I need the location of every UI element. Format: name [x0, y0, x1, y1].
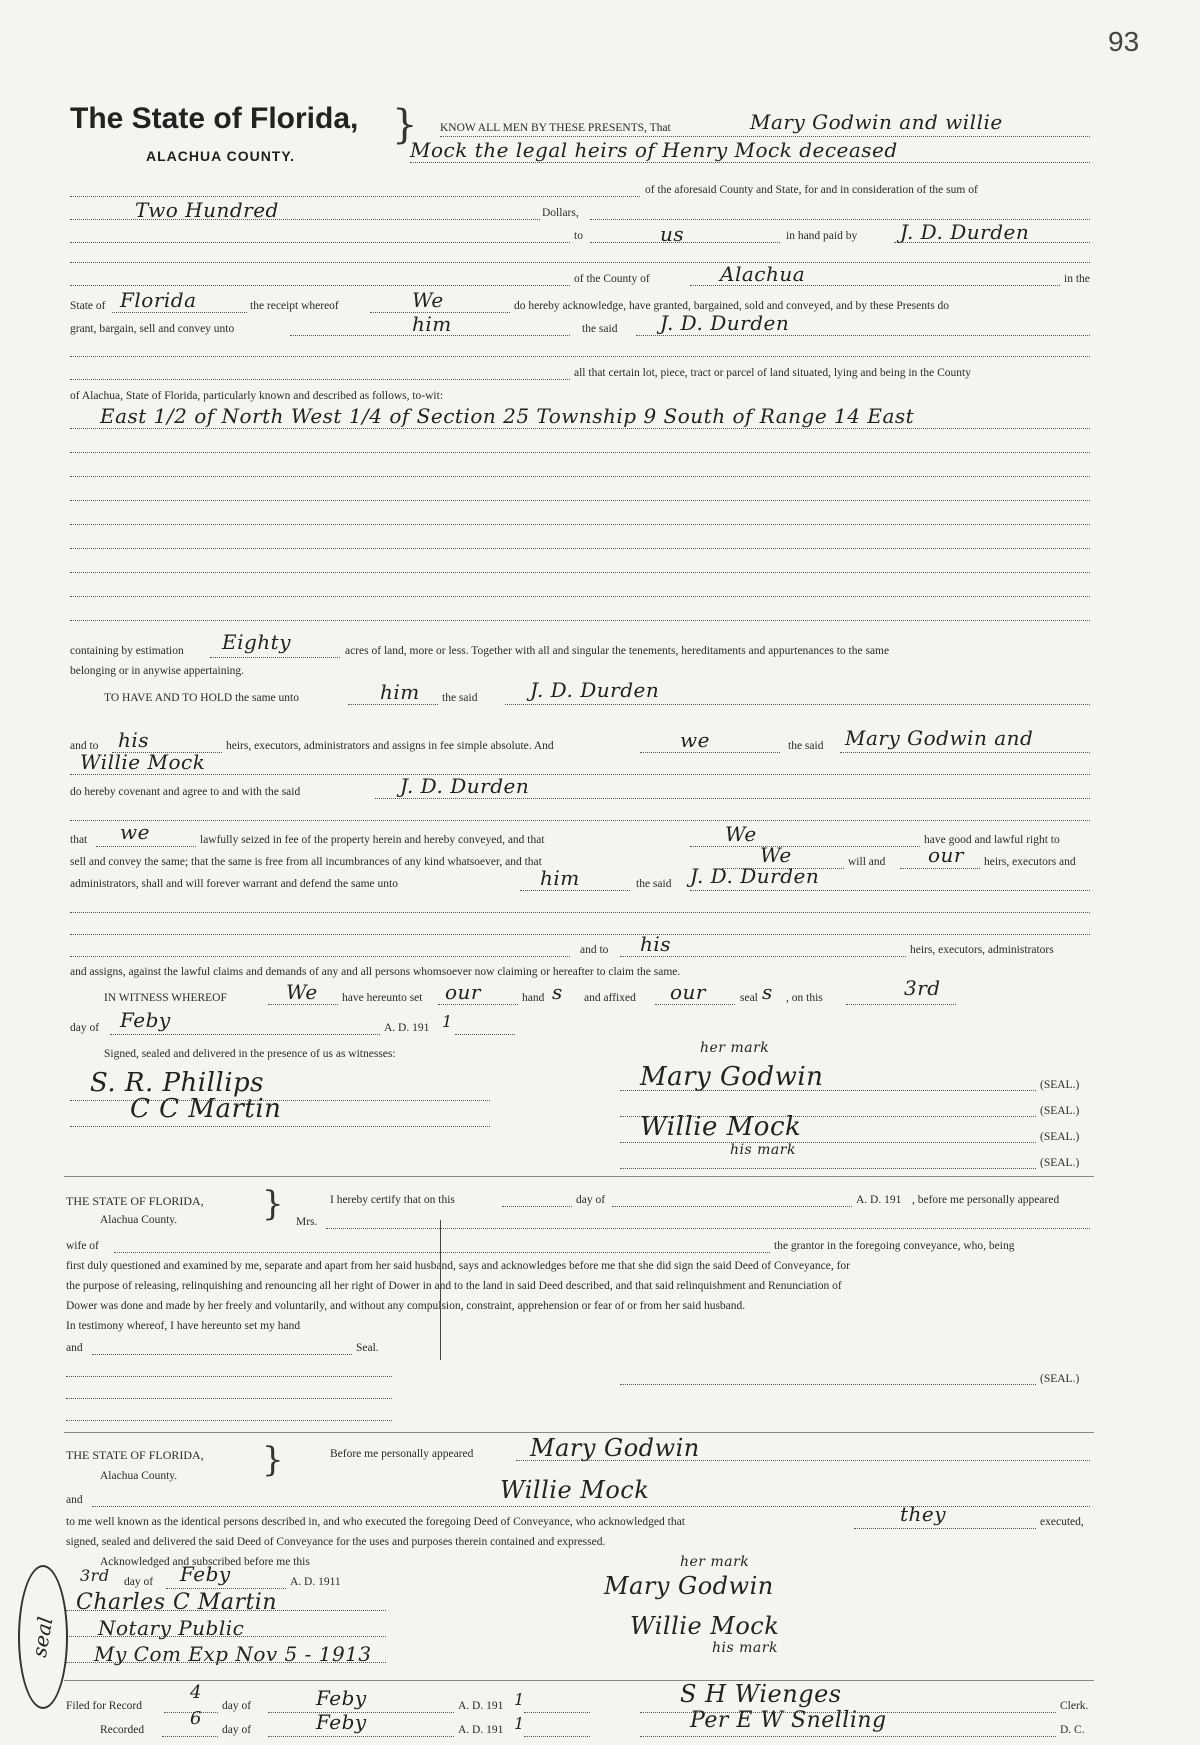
grantee-handwritten-3: J. D. Durden [400, 774, 530, 798]
wife-ack-state: THE STATE OF FLORIDA, [66, 1194, 204, 1208]
wife-and-text: and [66, 1342, 83, 1354]
county-of-text: of the County of [574, 273, 650, 285]
on-this-text: , on this [786, 992, 823, 1004]
notary-signature: Charles C Martin [76, 1590, 278, 1615]
assigns-text: and assigns, against the lawful claims and demands of any and all persons whomsoever now claiming or hereafter to claim the same. [70, 966, 681, 978]
grantors-handwritten-4: Willie Mock [80, 750, 206, 774]
deputy-signature: Per E W Snelling [690, 1708, 887, 1733]
wife-seal-text: Seal. [356, 1342, 379, 1354]
of-alachua-text: of Alachua, State of Florida, particularly known and described as follows, to-wit: [70, 390, 444, 402]
ack-ad-text: A. D. 1911 [290, 1576, 341, 1588]
will-and-text: will and [848, 856, 886, 868]
filed-day-of-text: day of [222, 1700, 252, 1712]
signed-witnesses-text: Signed, sealed and delivered in the presence of us as witnesses: [104, 1048, 396, 1060]
wife-para-1: first duly questioned and examined by me, separate and apart from her said husband, says and acknowledges before me that she did sign the said Deed of Conveyance, for [66, 1260, 850, 1272]
deed-page: 93 The State of Florida, ALACHUA COUNTY. } KNOW ALL MEN BY THESE PRESENTS, That Mary Godwin and willie Mock the legal heirs of Henry Mock deceased of the aforesaid County and State, for and in consideration of the sum of Two Hundred Dollars, to us in hand paid by J. D. Durden of the County of Alachua in the State of Florida the receipt whereof We do hereby acknowledge, have granted, bargained, sold and conveyed, and by these Presents do grant, bargain, sell and convey unto him the said J. D. Durden all that certain lot, piece, tract or parcel of land situated, lying and being in the County of Alachua, State of Florida, particularly known and described as follows, to-wit: East 1/2 of North West 1/4 of Section 25 Township 9 South of Range 14 East containing by estimation Eighty acres of land, more or less. Together with all and singular the tenements, hereditaments and appurtenances to the same belonging or in anywise appertaining. TO HAVE AND TO HOLD the same unto him the said J. D. Durden and to his heirs, executors, administrators and assigns in fee simple absolute. And we the said Mary Godwin and Willie Mock do hereby covenant and agree to and with the said J. D. Durden that we lawfully seized in fee of the property herein and hereby conveyed, and that We have good and lawful right to sell and convey the same; that the same is free from all incumbrances of any kind whatsoever, and that We will and our heirs, executors and administrators, shall and will forever warrant and defend the same unto him the said J. D. Durden and to his heirs, executors, administrators and assigns, against the lawful claims and demands of any and all persons whomsoever now claiming or hereafter to claim the same. IN WITNESS WHEREOF We have hereunto set our hand s and affixed our seal s , on this 3rd day of Feby A. D. 191 1 Signed, sealed and delivered in the presence of us as witnesses: S. R. Phillips C C Martin Mary Godwin her mark (SEAL.) (SEAL.) Willie Mock his mark (SEAL.) (SEAL.) THE STATE OF FLORIDA, Alachua County. } I hereby certify that on this day of A. D. 191 , before me personally appeared Mrs. wife of the grantor in the foregoing conveyance, who, being first duly questioned and examined by me, separate and apart from her said husband, says and acknowledges before me that she did sign the said Deed of Conveyance, for the purpose of releasing, relinquishing and renouncing all her right of Dower in and to the land in said Deed described, and that said relinquishment and Renunciation of Dower was done and made by her freely and voluntarily, and without any compulsion, constraint, apprehension or fear of or from her said husband. In testimony whereof, I have hereunto set my hand and Seal. (SEAL.) THE STATE OF FLORIDA, Alachua County. } Before me personally appeared Mary Godwin and Willie Mock to me well known as the identical persons described in, and who executed the foregoing Deed of Conveyance, who acknowledged that they executed, signed, sealed and delivered the said Deed of Conveyance for the uses and purposes therein contained and expressed. Acknowledged and subscribed before me this 3rd day of Feby A. D. 1911 Charles C Martin Notary Public My Com Exp Nov 5 - 1913 seal Mary Godwin her mark Willie Mock his mark Filed for Record 4 day of Feby A. D. 191 1 Recorded 6 day of Feby A. D. 191 1 S H Wienges Clerk. Per E W Snelling D. C. [0, 0, 1200, 1745]
filed-month-handwritten: Feby [316, 1686, 367, 1710]
and-to-text-2: and to [580, 944, 609, 956]
clerk-signature: S H Wienges [680, 1680, 842, 1708]
ad-text: A. D. 191 [384, 1022, 430, 1034]
paid-by-text: in hand paid by [786, 230, 858, 242]
state-handwritten: Florida [120, 288, 197, 312]
wife-of-text: wife of [66, 1240, 99, 1252]
we-handwritten: We [412, 288, 444, 312]
acres-text: acres of land, more or less. Together with all and singular the tenements, hereditaments and appurtenances to the same [345, 645, 890, 657]
we-handwritten-3: we [120, 820, 150, 844]
land-description-handwritten: East 1/2 of North West 1/4 of Section 25 Township 9 South of Range 14 East [100, 404, 915, 428]
recorded-day-handwritten: 6 [190, 1708, 202, 1729]
filed-text: Filed for Record [66, 1700, 143, 1712]
witness-1-signature: S. R. Phillips [90, 1068, 265, 1098]
recorded-ad-text: A. D. 191 [458, 1724, 504, 1736]
lawfully-text: lawfully seized in fee of the property herein and hereby conveyed, and that [200, 834, 545, 846]
all-that-text: all that certain lot, piece, tract or parcel of land situated, lying and being in the County [574, 367, 971, 379]
filed-ad-text: A. D. 191 [458, 1700, 504, 1712]
hand-s-handwritten: s [552, 980, 563, 1004]
belonging-text: belonging or in anywise appertaining. [70, 665, 245, 677]
grantor-text: the grantor in the foregoing conveyance, who, being [774, 1240, 1015, 1252]
recorded-day-of-text: day of [222, 1724, 252, 1736]
him-handwritten-2: him [380, 680, 420, 704]
sell-text: sell and convey the same; that the same is free from all incumbrances of any kind whatsoever, and that [70, 856, 542, 868]
wife-ack-county: Alachua County. [100, 1214, 178, 1226]
administrators-text: administrators, shall and will forever warrant and defend the same unto [70, 878, 398, 890]
ack-before-text: Before me personally appeared [330, 1448, 474, 1460]
page-number: 93 [1108, 26, 1140, 57]
certify-text: I hereby certify that on this [330, 1194, 455, 1206]
deputy-label: D. C. [1060, 1724, 1085, 1736]
ack-day-of-text: day of [124, 1576, 154, 1588]
wife-seal-label: (SEAL.) [1040, 1373, 1080, 1385]
our-handwritten: our [928, 843, 964, 867]
grantors-handwritten: Mary Godwin and willie [750, 110, 1003, 134]
grantor-1-mark: her mark [700, 1040, 770, 1056]
header-brace: } [392, 102, 418, 148]
day-handwritten: 3rd [904, 976, 941, 1000]
seal-stamp: seal [18, 1565, 68, 1709]
him-handwritten-3: him [540, 866, 580, 890]
ack-and-text: and [66, 1494, 83, 1506]
we-handwritten-4: We [725, 822, 757, 846]
ack-signature-2-mark: his mark [712, 1640, 778, 1656]
notary-title: Notary Public [98, 1616, 245, 1640]
him-handwritten: him [412, 312, 452, 336]
ack-person-1: Mary Godwin [530, 1434, 700, 1462]
wife-para-2: the purpose of releasing, relinquishing and renouncing all her right of Dower in and to the land in said Deed described, and that said relinquishment and Renunciation of [66, 1280, 842, 1292]
grantee-handwritten: J. D. Durden [660, 311, 790, 335]
grantee-handwritten-4: J. D. Durden [690, 864, 820, 888]
seal-label-4: (SEAL.) [1040, 1157, 1080, 1169]
ack-signature-2: Willie Mock [630, 1612, 780, 1640]
ack-state: THE STATE OF FLORIDA, [66, 1448, 204, 1462]
seal-label-3: (SEAL.) [1040, 1131, 1080, 1143]
ack-month-handwritten: Feby [180, 1562, 231, 1586]
before-me-text: , before me personally appeared [912, 1194, 1060, 1206]
acknowledge-text: do hereby acknowledge, have granted, bargained, sold and conveyed, and by these Presents do [514, 300, 950, 312]
seal-label-1: (SEAL.) [1040, 1079, 1080, 1091]
dollars-text: Dollars, [542, 207, 579, 219]
ack-signature-1: Mary Godwin [604, 1572, 774, 1600]
ack-signature-1-mark: her mark [680, 1554, 750, 1570]
his-handwritten-2: his [640, 932, 672, 956]
testimony-text: In testimony whereof, I have hereunto set my hand [66, 1320, 301, 1332]
grantors-handwritten-3: Mary Godwin and [845, 726, 1034, 750]
we-handwritten-5: We [760, 843, 792, 867]
have-set-text: have hereunto set [342, 992, 423, 1004]
subscribed-text: Acknowledged and subscribed before me this [100, 1556, 310, 1568]
grantee-handwritten-2: J. D. Durden [530, 678, 660, 702]
to-handwritten: us [660, 222, 685, 246]
the-said-text-4: the said [636, 878, 672, 890]
the-said-text-3: the said [788, 740, 824, 752]
notary-commission: My Com Exp Nov 5 - 1913 [94, 1642, 372, 1666]
they-handwritten: they [900, 1502, 947, 1526]
our-handwritten-3: our [670, 980, 706, 1004]
wife-day-of-text: day of [576, 1194, 606, 1206]
we-handwritten-2: we [680, 728, 710, 752]
filed-day-handwritten: 4 [190, 1682, 202, 1703]
heirs-text: heirs, executors, administrators and assigns in fee simple absolute. And [226, 740, 554, 752]
heirs-text-2: heirs, executors and [984, 856, 1076, 868]
seal-text: seal [740, 992, 758, 1004]
heirs-text-3: heirs, executors, administrators [910, 944, 1054, 956]
hand-text: hand [522, 992, 545, 1004]
year-handwritten: 1 [442, 1012, 453, 1031]
recorded-month-handwritten: Feby [316, 1710, 367, 1734]
ack-person-2: Willie Mock [500, 1476, 650, 1504]
day-of-text: day of [70, 1022, 100, 1034]
grantor-2-signature: Willie Mock [640, 1112, 802, 1142]
his-handwritten: his [118, 728, 150, 752]
county-heading: ALACHUA COUNTY. [146, 148, 296, 164]
seal-label-2: (SEAL.) [1040, 1105, 1080, 1117]
filed-year-handwritten: 1 [514, 1690, 525, 1709]
the-said-text: the said [582, 323, 618, 335]
containing-text: containing by estimation [70, 645, 184, 657]
ack-county: Alachua County. [100, 1470, 178, 1482]
month-handwritten: Feby [120, 1008, 171, 1032]
wife-ad-text: A. D. 191 [856, 1194, 902, 1206]
executed-text: executed, [1040, 1516, 1084, 1528]
acres-handwritten: Eighty [222, 630, 292, 654]
in-the-text: in the [1064, 273, 1090, 285]
mrs-text: Mrs. [296, 1216, 318, 1228]
county-handwritten: Alachua [720, 262, 806, 286]
grantor-1-signature: Mary Godwin [640, 1062, 824, 1092]
have-good-text: have good and lawful right to [924, 834, 1060, 846]
seal-s-handwritten: s [762, 980, 773, 1004]
to-have-text: TO HAVE AND TO HOLD the same unto [104, 692, 299, 704]
to-text: to [574, 230, 583, 242]
grantors-handwritten-2: Mock the legal heirs of Henry Mock deceased [410, 138, 898, 162]
wife-para-3: Dower was done and made by her freely and voluntarily, and without any compulsion, constraint, apprehension or fear of or from her said husband. [66, 1300, 746, 1312]
witness-2-signature: C C Martin [130, 1094, 282, 1124]
we-handwritten-6: We [286, 980, 318, 1004]
recorded-year-handwritten: 1 [514, 1714, 525, 1733]
the-said-text-2: the said [442, 692, 478, 704]
know-all-text: KNOW ALL MEN BY THESE PRESENTS, That [440, 122, 671, 134]
consideration-text: of the aforesaid County and State, for and in consideration of the sum of [645, 184, 978, 196]
sum-handwritten: Two Hundred [135, 198, 279, 222]
ack-para-2: signed, sealed and delivered the said Deed of Conveyance for the uses and purposes therein contained and expressed. [66, 1536, 606, 1548]
ack-day-handwritten: 3rd [80, 1566, 110, 1585]
and-to-text: and to [70, 740, 99, 752]
clerk-label: Clerk. [1060, 1700, 1089, 1712]
our-handwritten-2: our [445, 980, 481, 1004]
grantor-2-mark: his mark [730, 1142, 796, 1158]
state-of-text: State of [70, 300, 106, 312]
witness-text: IN WITNESS WHEREOF [104, 992, 227, 1004]
affixed-text: and affixed [584, 992, 636, 1004]
grant-text: grant, bargain, sell and convey unto [70, 323, 235, 335]
document-title: The State of Florida, [70, 102, 359, 135]
that-text: that [70, 834, 88, 846]
paid-by-handwritten: J. D. Durden [900, 220, 1030, 244]
ack-para-1: to me well known as the identical persons described in, and who executed the foregoing Deed of Conveyance, who acknowledged that [66, 1516, 685, 1528]
receipt-text: the receipt whereof [250, 300, 339, 312]
recorded-text: Recorded [100, 1724, 145, 1736]
covenant-text: do hereby covenant and agree to and with the said [70, 786, 301, 798]
